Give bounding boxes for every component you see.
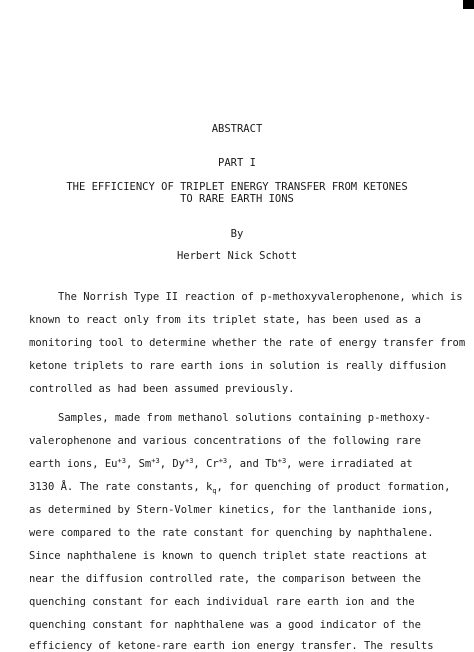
para1-line-5: controlled as had been assumed previously.: [29, 383, 295, 395]
line3-sep3: , Cr: [193, 458, 219, 470]
para2-line-9: quenching constant for each individual rare earth ion and the: [29, 596, 415, 608]
title-line-2: TO RARE EARTH IONS: [180, 193, 294, 205]
dy-charge: +3: [184, 457, 194, 465]
cr-charge: +3: [218, 457, 228, 465]
tb-charge: +3: [277, 457, 287, 465]
part-heading: PART I: [218, 157, 256, 169]
para2-line-11: efficiency of ketone-rare earth ion energy transfer. The results: [29, 640, 434, 652]
para2-line-3: [29, 458, 413, 470]
author-name: Herbert Nick Schott: [176, 250, 298, 262]
para2-line-5: as determined by Stern-Volmer kinetics, for the lanthanide ions,: [29, 504, 434, 516]
line4-post: , for quenching of product formation,: [216, 481, 451, 493]
sm-charge: +3: [151, 457, 160, 465]
para2-line-1: Samples, made from methanol solutions containing p-methoxy-: [58, 412, 431, 424]
title-line-1: THE EFFICIENCY OF TRIPLET ENERGY TRANSFER FROM KETONES: [66, 181, 408, 193]
by-line: By: [230, 228, 244, 240]
para2-line-6: were compared to the rate constant for quenching by naphthalene.: [29, 527, 434, 539]
line3-pre: earth ions, Eu: [29, 458, 118, 470]
line3-post: , were irradiated at: [286, 458, 413, 470]
line3-sep1: , Sm: [125, 458, 152, 470]
abstract-heading: ABSTRACT: [211, 123, 263, 135]
para2-line-2: valerophenone and various concentrations of the following rare: [29, 435, 421, 447]
para1-line-3: monitoring tool to determine whether the rate of energy transfer from: [29, 337, 466, 349]
line4-pre: 3130 Å. The rate constants, k: [29, 481, 213, 493]
eu-charge: +3: [117, 457, 126, 465]
para1-line-4: ketone triplets to rare earth ions in solution is really diffusion: [29, 360, 447, 372]
line3-sep4: , and Tb: [227, 458, 278, 470]
scan-corner-mark: [463, 0, 474, 9]
kq-subscript: q: [212, 487, 217, 495]
para2-line-10: quenching constant for naphthalene was a good indicator of the: [29, 619, 421, 631]
para2-line-4: [29, 481, 450, 493]
para1-line-1: The Norrish Type II reaction of p-methoxyvalerophenone, which is: [58, 291, 463, 303]
para2-line-8: near the diffusion controlled rate, the comparison between the: [29, 573, 421, 585]
line3-sep2: , Dy: [159, 458, 185, 470]
para1-line-2: known to react only from its triplet state, has been used as a: [29, 314, 421, 326]
para2-line-7: Since naphthalene is known to quench triplet state reactions at: [29, 550, 428, 562]
